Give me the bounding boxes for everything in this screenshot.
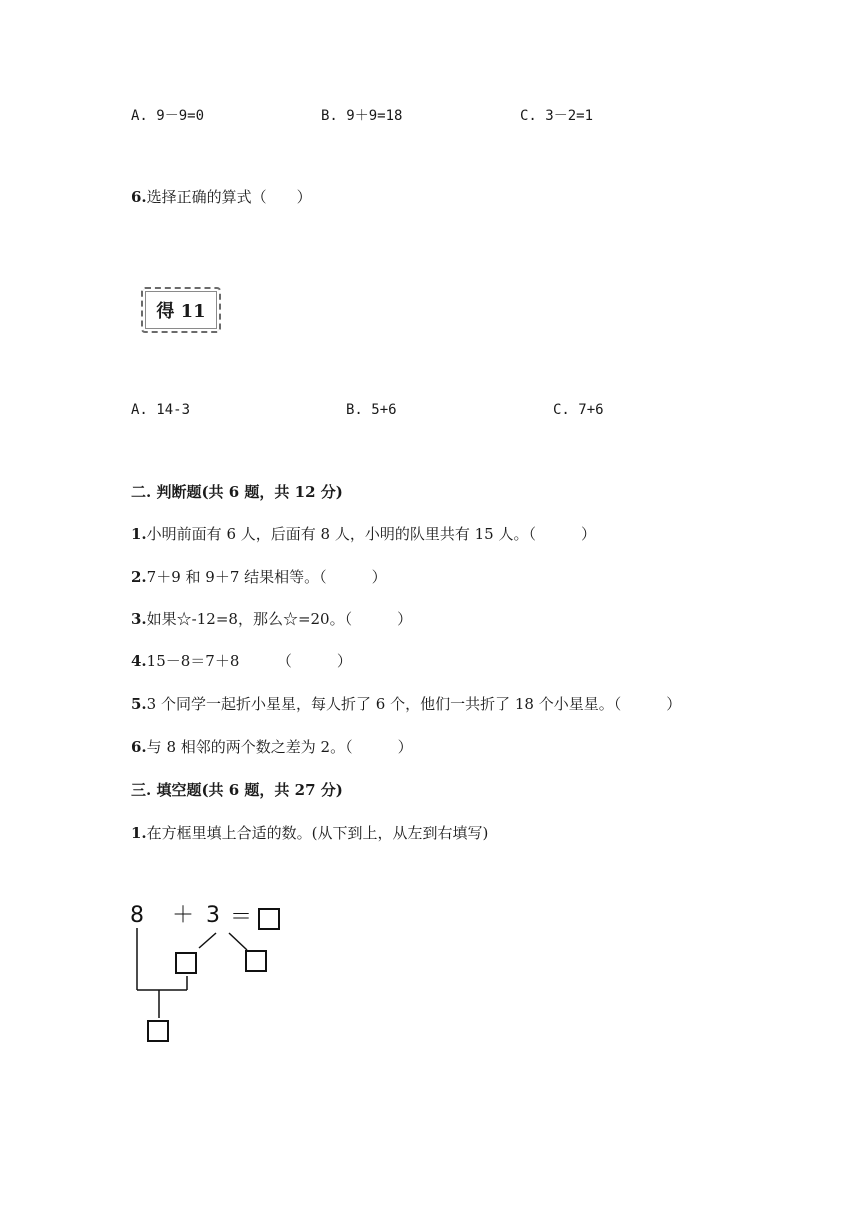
section2-item-3-number: 3. (131, 610, 147, 628)
section2-item-4-text: 15－8＝7＋8 （ ） (146, 652, 352, 670)
answer-box-sum[interactable] (258, 908, 280, 930)
q5-option-c: C. 3－2=1 (520, 108, 594, 124)
q5-option-a: A. 9－9=0 (131, 108, 205, 124)
section2-item-6-number: 6. (131, 738, 147, 756)
section2-item-5-number: 5. (131, 695, 147, 713)
q6-option-a: A. 14-3 (131, 402, 191, 418)
q6-option-c: C. 7+6 (553, 402, 604, 418)
q6-option-b: B. 5+6 (346, 402, 397, 418)
q5-option-b: B. 9＋9=18 (321, 108, 403, 124)
diagram-number-8: 8 (130, 903, 144, 928)
section2-item-1-number: 1. (131, 525, 147, 543)
decomposition-diagram (128, 898, 308, 1058)
section2-item-3-text: 如果☆-12=8，那么☆=20。（ ） (146, 610, 413, 628)
diagram-equals-sign: ＝ (230, 905, 253, 930)
section3-item-1-text: 在方框里填上合适的数。(从下到上，从左到右填写) (146, 824, 489, 842)
section2-item-6-text: 与 8 相邻的两个数之差为 2。（ ） (146, 738, 413, 756)
section2-item-3 (131, 609, 412, 629)
q6-stamp-text: 得 11 (156, 301, 206, 322)
section2-item-4-number: 4. (131, 652, 147, 670)
q6-number: 6. (131, 188, 147, 206)
section2-item-5-text: 3 个同学一起折小星星，每人折了 6 个，他们一共折了 18 个小星星。（ ） (146, 695, 682, 713)
q6-question (131, 187, 312, 207)
section2-title: 二. 判断题(共 6 题，共 12 分) (131, 483, 343, 501)
answer-box-split-right[interactable] (245, 950, 267, 972)
q6-stamp (141, 287, 221, 333)
section2-item-2 (131, 567, 387, 587)
section3-item-1 (131, 823, 488, 843)
section2-item-2-number: 2. (131, 568, 147, 586)
q6-text: 选择正确的算式（ ） (146, 188, 312, 206)
answer-box-ten[interactable] (147, 1020, 169, 1042)
section2-item-1-text: 小明前面有 6 人，后面有 8 人，小明的队里共有 15 人。（ ） (146, 525, 596, 543)
section2-item-5 (131, 694, 681, 714)
diagram-number-3: 3 (206, 903, 220, 928)
section2-item-4 (131, 651, 352, 671)
section2-item-6 (131, 737, 413, 757)
section3-title: 三. 填空题(共 6 题，共 27 分) (131, 781, 343, 799)
section2-item-1 (131, 524, 596, 544)
answer-box-split-left[interactable] (175, 952, 197, 974)
diagram-plus-sign: ＋ (172, 903, 195, 928)
section3-item-1-number: 1. (131, 824, 147, 842)
section2-item-2-text: 7＋9 和 9＋7 结果相等。（ ） (146, 568, 387, 586)
